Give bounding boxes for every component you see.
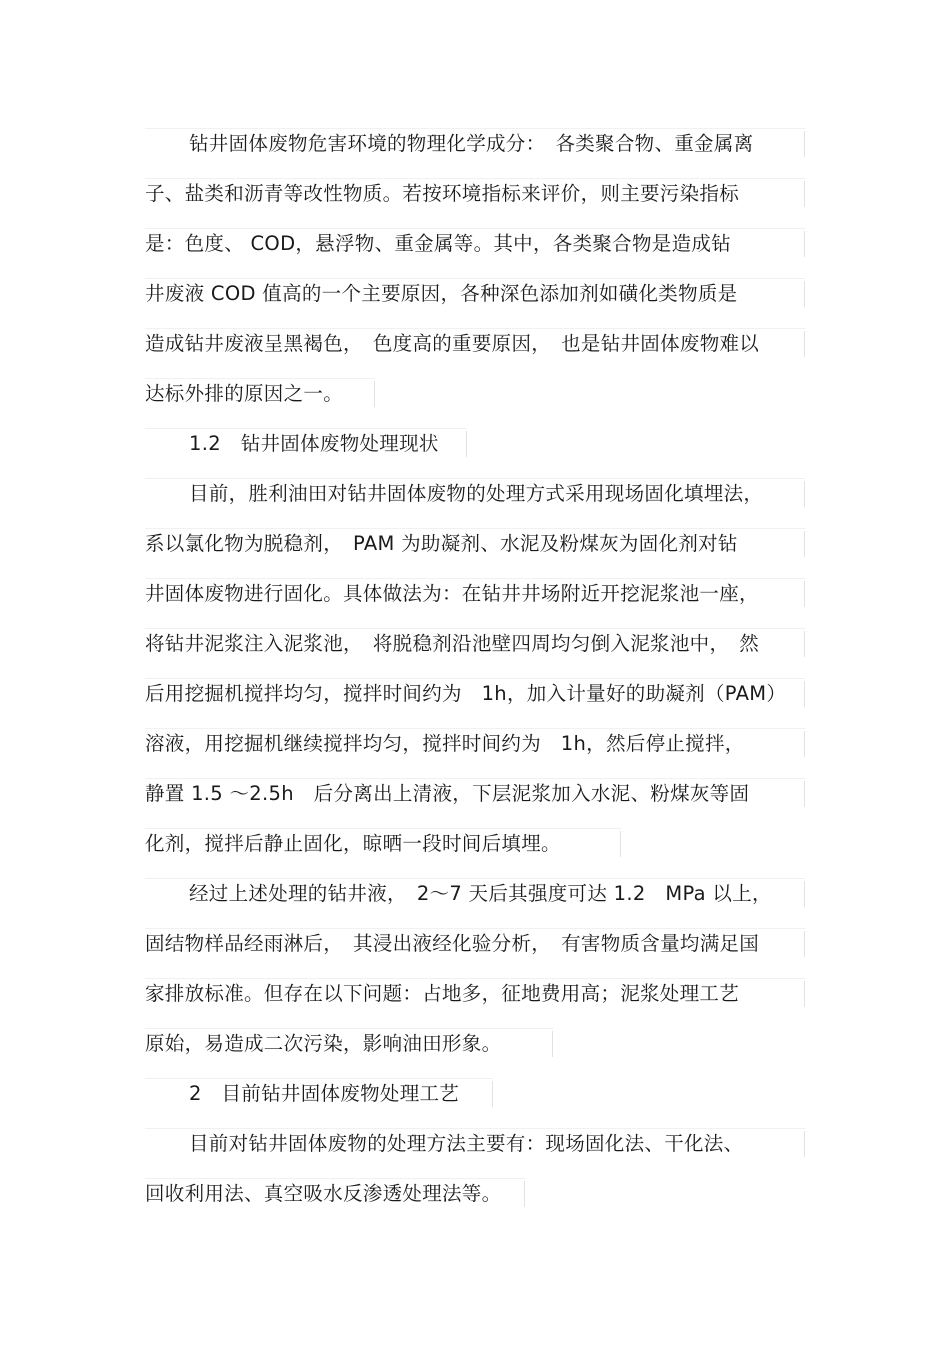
text-line-4: 井废液 COD 值高的一个主要原因，各种深色添加剂如磺化类物质是 xyxy=(145,278,805,308)
text-line-14: 静置 1.5 ～2.5h 后分离出上清液，下层泥浆加入水泥、粉煤灰等固 xyxy=(145,778,805,808)
text-line-10: 井固体废物进行固化。具体做法为：在钻井井场附近开挖泥浆池一座， xyxy=(145,578,805,608)
text-line-2: 子、盐类和沥青等改性物质。若按环境指标来评价，则主要污染指标 xyxy=(145,178,805,208)
text-line-21: 目前对钻井固体废物的处理方法主要有：现场固化法、干化法、 xyxy=(145,1128,805,1158)
section-heading-1-2: 1.2 钻井固体废物处理现状 xyxy=(145,428,467,458)
text-line-18: 家排放标准。但存在以下问题：占地多，征地费用高；泥浆处理工艺 xyxy=(145,978,805,1008)
text-line-13: 溶液，用挖掘机继续搅拌均匀，搅拌时间约为 1h，然后停止搅拌， xyxy=(145,728,805,758)
text-line-19: 原始，易造成二次污染，影响油田形象。 xyxy=(145,1028,553,1058)
text-line-16: 经过上述处理的钻井液， 2～7 天后其强度可达 1.2 MPa 以上， xyxy=(145,878,805,908)
section-heading-2: 2 目前钻井固体废物处理工艺 xyxy=(145,1078,493,1108)
text-line-5: 造成钻井废液呈黑褐色， 色度高的重要原因， 也是钻井固体废物难以 xyxy=(145,328,805,358)
text-line-11: 将钻井泥浆注入泥浆池， 将脱稳剂沿池壁四周均匀倒入泥浆池中， 然 xyxy=(145,628,805,658)
text-line-15: 化剂，搅拌后静止固化，晾晒一段时间后填埋。 xyxy=(145,828,621,858)
text-line-1: 钻井固体废物危害环境的物理化学成分： 各类聚合物、重金属离 xyxy=(145,128,805,158)
text-line-12: 后用挖掘机搅拌均匀，搅拌时间约为 1h，加入计量好的助凝剂（PAM） xyxy=(145,678,805,708)
text-line-3: 是：色度、 COD，悬浮物、重金属等。其中，各类聚合物是造成钻 xyxy=(145,228,805,258)
text-line-9: 系以氯化物为脱稳剂， PAM 为助凝剂、水泥及粉煤灰为固化剂对钻 xyxy=(145,528,805,558)
text-line-6: 达标外排的原因之一。 xyxy=(145,378,375,408)
text-line-22: 回收利用法、真空吸水反渗透处理法等。 xyxy=(145,1178,525,1208)
text-line-8: 目前，胜利油田对钻井固体废物的处理方式采用现场固化填埋法， xyxy=(145,478,805,508)
text-line-17: 固结物样品经雨淋后， 其浸出液经化验分析， 有害物质含量均满足国 xyxy=(145,928,805,958)
